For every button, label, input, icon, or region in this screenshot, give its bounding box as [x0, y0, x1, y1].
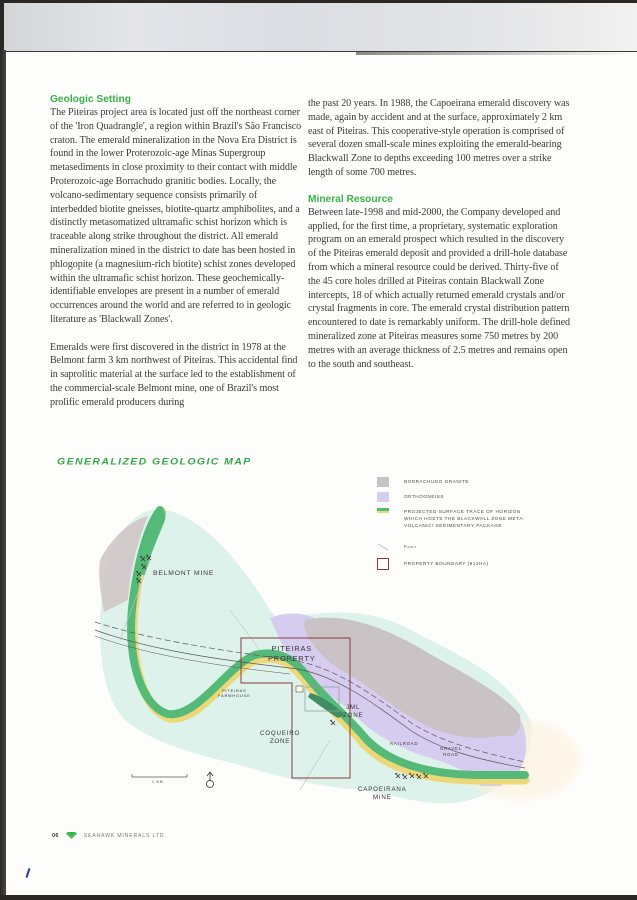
map-title: GENERALIZED GEOLOGIC MAP — [57, 456, 252, 468]
label-line: JML — [346, 704, 361, 711]
scale-bar-label: 1 KM — [152, 780, 164, 784]
gravel-road-label — [440, 746, 462, 758]
legend-label: ORTHOGNEISS — [404, 494, 445, 499]
coqueiro-zone-label — [260, 730, 300, 746]
north-arrow-icon — [207, 772, 214, 788]
orthogneiss-swatch — [377, 492, 389, 502]
mineral-resource-heading: Mineral Resource — [308, 193, 393, 205]
label-line: CAPOEIRANA — [358, 786, 407, 793]
legend-label: BORRACHUDO GRANITE — [404, 479, 469, 484]
legend-label: Fault — [404, 544, 417, 549]
railroad-label: RAILROAD — [390, 741, 419, 746]
paragraph: The Piteiras project area is located just off the northeast corner of the 'Iron Quadrangle', a region within Brazil's São Francisco craton. The emerald mineralization in the Nova Era District is found in the lower Proterozoic-age Minas Supergroup metasediments in close proximity to their contact with middle Proterozoic-age Borrachudo granitic bodies. Locally, the volcano-sedimentary sequence consists primarily of interbedded biotite gneisses, biotite-quartz amphibolites, and a distinctly metasomatized ultramafic schist horizon which is traceable along strike throughout the district. All emerald mineralization mined in the district to date has been hosted in phlogopite (a magnesium-rich biotite) schist zones developed within the ultramafic schist horizon. These geochemically-identifiable envelopes are present in a number of emerald occurrences around the world and are referred to in geologic literature as 'Blackwall Zones'. — [50, 107, 302, 325]
legend-item-granite — [377, 477, 554, 487]
page-footer — [52, 832, 167, 839]
legend-item-property — [377, 558, 554, 570]
label-line: ZONE — [343, 712, 364, 719]
label-line: PITEIRAS — [271, 644, 313, 653]
fault-swatch — [377, 543, 389, 551]
legend-label: PROJECTED SURFACE TRACE OF HORIZON WHICH HOSTS THE BLACKWALL ZONE META-VOLCANIC/ SEDIMENTARY PACKAGE — [404, 509, 525, 529]
scale-bar — [132, 774, 187, 777]
legend-label: PROPERTY BOUNDARY (912HA) — [404, 561, 489, 566]
label-line: ZONE — [269, 738, 291, 745]
label-line: ROAD — [443, 752, 459, 757]
piteiras-property-label — [268, 644, 316, 664]
granite-swatch — [377, 477, 389, 487]
legend-item-orthogneiss — [377, 492, 554, 502]
paragraph: the past 20 years. In 1988, the Capoeirana emerald discovery was made, again by accident and at the surface, approximately 2 km east of Piteiras. This cooperative-style operation is comprised of several dozen small-scale mines exploiting the emerald-bearing Blackwall Zone to depths exceeding 100 metres over a strike length of some 700 metres. — [308, 98, 570, 178]
page-number: 06 — [52, 832, 59, 839]
label-line: COQUEIRO — [260, 730, 301, 737]
label-line: MINE — [372, 794, 392, 801]
farmhouse-marker — [296, 686, 303, 692]
label-line: GRAVEL — [440, 746, 462, 751]
label-line: FARMHOUSE — [218, 693, 251, 698]
label-line: PITEIRAS — [221, 688, 247, 693]
emerald-logo-icon — [66, 832, 77, 839]
jml-zone-label — [343, 704, 363, 720]
capoeirana-mine-label — [358, 786, 407, 802]
property-boundary-swatch — [377, 558, 389, 570]
legend-item-fault — [377, 543, 554, 551]
horizon-swatch — [377, 508, 389, 513]
company-name: SEAHAWK MINERALS LTD. — [83, 832, 167, 839]
belmont-mine-label: BELMONT MINE — [153, 570, 215, 577]
scan-bottom-strip — [0, 895, 637, 900]
farmhouse-label — [218, 688, 251, 698]
label-line: PROPERTY — [268, 654, 316, 663]
paragraph: Emeralds were first discovered in the district in 1978 at the Belmont farm 3 km northwest of Piteiras. This accidental find in saprolitic material at the surface led to the establishment of the commercial-scale Belmont mine, one of Brazil's most prolific emerald producers during — [50, 341, 298, 408]
paragraph: Between late-1998 and mid-2000, the Company developed and applied, for the first time, a proprietary, systematic exploration program on an emerald prospect which resulted in the discovery of the Piteiras emerald deposit and provided a drill-hole database from which a mineral resource could be derived. Thirty-five of the 45 core holes drilled at Piteiras contain Blackwall Zone intercepts, 18 of which actually returned emerald crystals and/or crystal fragments in core. The emerald crystal distribution pattern encountered to date is remarkably uniform. The drill-hole defined mineralized zone at Piteiras measures some 750 metres by 200 metres with an average thickness of 2.5 metres and remains open to the south and southeast. — [308, 206, 570, 370]
legend-item-horizon — [377, 508, 529, 530]
geologic-setting-heading: Geologic Setting — [50, 94, 131, 105]
